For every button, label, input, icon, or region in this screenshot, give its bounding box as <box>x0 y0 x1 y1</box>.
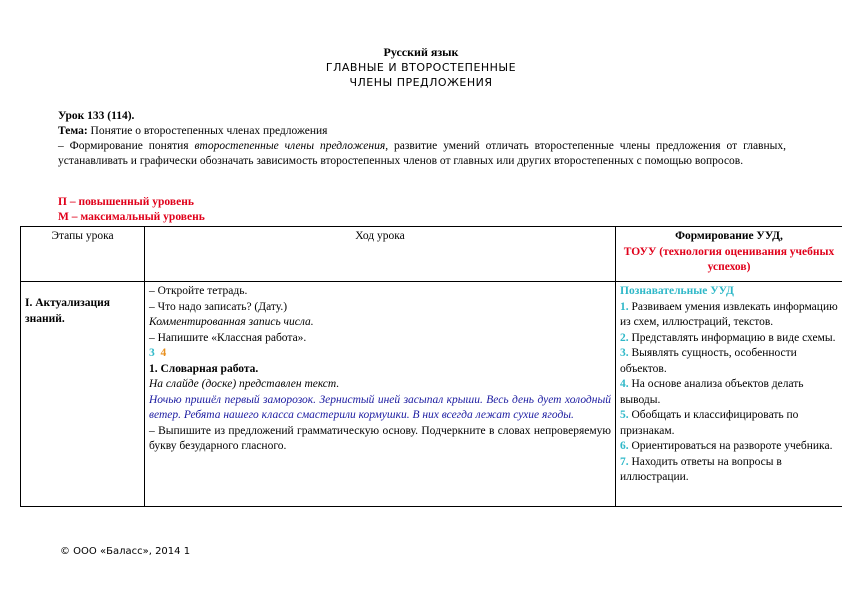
uud-item-number: 6. <box>620 440 629 452</box>
topic-label: Тема: <box>58 125 88 137</box>
uud-item <box>620 455 838 486</box>
uud-item-number: 1. <box>620 300 629 313</box>
level-maximum: М – максимальный уровень <box>58 211 205 223</box>
lesson-table <box>20 226 842 507</box>
uud-item-text: Находить ответы на вопросы в иллюстрации. <box>620 455 782 483</box>
goal-prefix: – Формирование понятия <box>58 140 195 152</box>
header-uud <box>616 227 842 282</box>
goal-term: второстепенные члены предложения <box>194 140 386 152</box>
level-markers <box>149 346 611 362</box>
topic-text: Понятие о второстепенных членах предложения <box>87 125 328 137</box>
course-line: Комментированная запись числа. <box>149 316 314 328</box>
uud-heading: Познавательные УУД <box>620 285 734 297</box>
uud-item <box>620 377 838 408</box>
subject-title: Русский язык <box>383 45 459 59</box>
level-marker-4: 4 <box>160 347 167 359</box>
uud-item-text: Обобщать и классифицировать по признакам. <box>620 409 799 437</box>
uud-item <box>620 439 838 455</box>
course-line: – Напишите «Классная работа». <box>149 331 307 344</box>
uud-item-number: 3. <box>620 347 629 359</box>
uud-item-number: 4. <box>620 378 629 390</box>
uud-item-text: Представлять информацию в виде схемы. <box>628 331 836 344</box>
level-advanced: П – повышенный уровень <box>58 196 194 208</box>
goal-rest: , развитие умений отличать второстепенные члены предложения от главных, устанавливать и графически обозначать зависимость второстепенных членов от главных или других второстепенных с помощью вопросов. <box>58 140 786 167</box>
copyright-footer: © ООО «Баласс», 2014 1 <box>60 546 191 557</box>
uud-item-text: На основе анализа объектов делать выводы. <box>620 378 804 406</box>
uud-list <box>620 300 838 486</box>
course-line: – Откройте тетрадь. <box>149 285 248 297</box>
dictation-text: Ночью пришёл первый заморозок. Зернистый иней засыпал крыши. Весь день дует холодный ветер. Ребята нашего класса смастерили кормушки. В них всегда лежат сухие ягоды. <box>149 393 611 421</box>
header-stages: Этапы урока <box>21 227 145 282</box>
course-line: – Что надо записать? (Дату.) <box>149 300 288 313</box>
uud-title: Формирование УУД, <box>675 230 783 242</box>
stage-cell: I. Актуализация знаний. <box>21 282 145 507</box>
uud-item-text: Выявлять сущность, особенности объектов. <box>620 347 797 375</box>
table-header-row <box>21 227 842 282</box>
uud-item <box>620 300 838 331</box>
header-course: Ход урока <box>145 227 616 282</box>
uud-item <box>620 331 838 347</box>
uud-item <box>620 408 838 439</box>
lesson-goal <box>58 139 786 168</box>
level-marker-3: 3 <box>149 347 155 359</box>
lesson-number: Урок 133 (114). <box>58 110 135 122</box>
course-line: 1. Словарная работа. <box>149 362 259 375</box>
uud-item-number: 2. <box>620 331 629 344</box>
toy-subtitle: ТОУУ (технология оценивания учебных успехов) <box>623 245 835 273</box>
uud-item-text: Ориентироваться на развороте учебника. <box>628 440 833 452</box>
course-cell <box>145 282 616 507</box>
course-line: – Выпишите из предложений грамматическую основу. Подчеркните в словах непроверяемую букву безударного гласного. <box>149 424 611 452</box>
uud-item-text: Развиваем умения извлекать информацию из схем, иллюстраций, текстов. <box>620 300 838 328</box>
lesson-topic <box>58 124 786 139</box>
uud-item-number: 5. <box>620 409 629 421</box>
uud-cell <box>616 282 842 507</box>
table-row <box>21 282 842 507</box>
uud-item <box>620 346 838 377</box>
document-title-line-1: ГЛАВНЫЕ И ВТОРОСТЕПЕННЫЕ <box>325 61 517 74</box>
document-title-line-2: ЧЛЕНЫ ПРЕДЛОЖЕНИЯ <box>349 76 493 89</box>
uud-item-number: 7. <box>620 455 629 468</box>
course-line: На слайде (доске) представлен текст. <box>149 378 340 390</box>
